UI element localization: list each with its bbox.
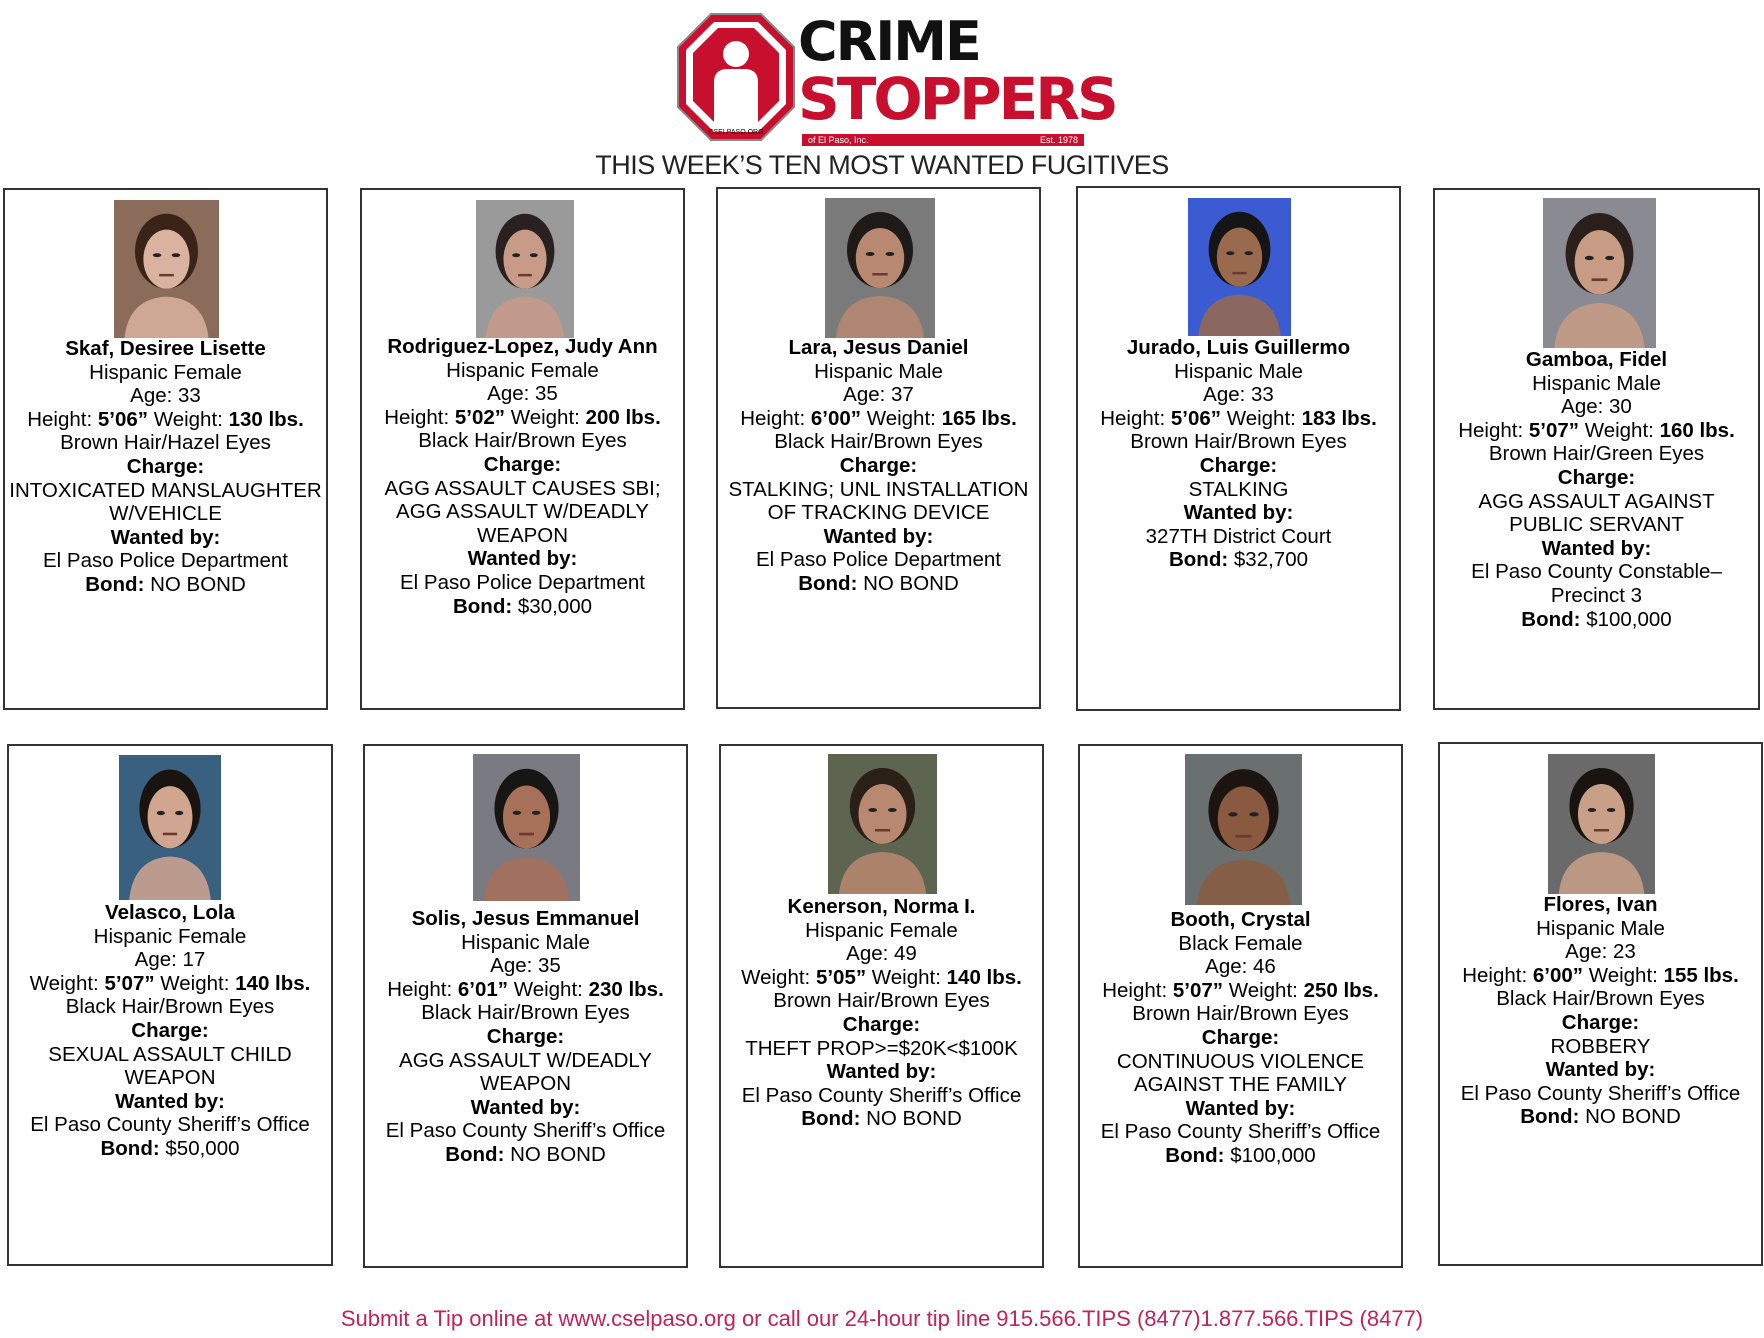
fugitive-info (1078, 336, 1399, 572)
wanted-by-label: Wanted by: (115, 1089, 225, 1113)
charge-text: ROBBERY (1550, 1034, 1651, 1058)
wanted-by-label: Wanted by: (823, 524, 934, 548)
race-sex: Hispanic Female (93, 924, 247, 948)
crime-stoppers-logo (676, 10, 1116, 145)
race-sex: Black Female (1178, 931, 1303, 955)
bond-amount: NO BOND (510, 1142, 606, 1166)
weight-label: Weight: (1223, 978, 1304, 1002)
charge-label: Charge: (131, 1018, 209, 1042)
weight-label: Weight: (1579, 418, 1660, 442)
mugshot-photo (828, 754, 937, 894)
wanted-by-label: Wanted by: (1541, 536, 1652, 560)
fugitive-card (719, 744, 1044, 1268)
fugitive-info (9, 901, 331, 1161)
fugitive-info (362, 335, 683, 618)
charge-text: AGG ASSAULT W/DEADLY (399, 1048, 652, 1072)
bond-label: Bond: (100, 1136, 160, 1160)
bond-amount: $32,700 (1233, 548, 1308, 572)
height-value: 5’07” (104, 971, 155, 995)
bond-label: Bond: (801, 1107, 861, 1131)
person-silhouette-icon (473, 754, 580, 901)
fugitive-name: Booth, Crystal (1170, 908, 1311, 931)
charge-text: AGG ASSAULT CAUSES SBI; (384, 476, 661, 500)
bond-label: Bond: (445, 1142, 505, 1166)
bond (365, 1143, 686, 1167)
wanted-by-label: Wanted by: (1183, 501, 1294, 525)
bond-amount: NO BOND (1585, 1105, 1681, 1129)
person-silhouette-icon (1185, 754, 1302, 905)
height-label: Height: (1100, 406, 1171, 430)
charge-label: Charge: (1561, 1010, 1640, 1034)
wanted-by-label: Wanted by: (470, 1095, 581, 1119)
logo-subtitle-bar (802, 134, 1084, 146)
fugitive-card (7, 744, 333, 1266)
height-weight (721, 966, 1042, 990)
charge-label: Charge: (483, 452, 562, 476)
weight-label: Weight: (861, 406, 942, 430)
person-silhouette-icon (1188, 198, 1291, 336)
fugitive-info (365, 907, 686, 1167)
height-label: Weight: (741, 965, 816, 989)
fugitive-name: Solis, Jesus Emmanuel (411, 907, 640, 930)
height-value: 5’06” (97, 407, 149, 431)
charge-text: STALKING; UNL INSTALLATION (728, 477, 1029, 501)
bond-amount: $100,000 (1230, 1143, 1316, 1167)
bond (718, 572, 1039, 596)
height-value: 6’00” (810, 406, 862, 430)
mugshot-photo (1543, 198, 1656, 348)
fugitive-info (721, 895, 1042, 1131)
race-sex: Hispanic Male (1532, 371, 1661, 395)
height-weight (5, 408, 326, 432)
weight-value: 230 lbs. (588, 977, 664, 1001)
weight-label: Weight: (1583, 963, 1664, 987)
hair-eyes: Brown Hair/Hazel Eyes (60, 431, 271, 455)
charge-label: Charge: (1199, 453, 1278, 477)
bond (721, 1107, 1042, 1131)
bond-label: Bond: (1520, 1105, 1580, 1129)
weight-label: Weight: (148, 407, 229, 431)
bond-amount: NO BOND (866, 1107, 962, 1131)
hair-eyes: Black Hair/Brown Eyes (1496, 987, 1705, 1011)
bond-amount: NO BOND (863, 571, 959, 595)
person-silhouette-icon (1548, 754, 1655, 894)
fugitive-card (363, 744, 688, 1268)
wanted-by-agency: El Paso County Sheriff’s Office (30, 1113, 310, 1137)
height-value: 6’00” (1532, 963, 1584, 987)
fugitive-name: Lara, Jesus Daniel (788, 336, 969, 359)
charge-text: WEAPON (476, 523, 569, 547)
height-label: Height: (387, 977, 458, 1001)
hair-eyes: Brown Hair/Brown Eyes (773, 989, 990, 1013)
fugitive-name: Skaf, Desiree Lisette (65, 337, 266, 360)
wanted-by-label: Wanted by: (1185, 1096, 1296, 1120)
weight-label: Weight: (508, 977, 589, 1001)
height-label: Height: (1462, 963, 1533, 987)
height-weight (365, 978, 686, 1002)
fugitive-info (718, 336, 1039, 596)
charge-label: Charge: (126, 454, 205, 478)
race-sex: Hispanic Female (89, 360, 242, 384)
bond (5, 573, 326, 597)
fugitive-name: Rodriguez-Lopez, Judy Ann (387, 335, 658, 358)
wanted-by-agency: El Paso Police Department (43, 549, 288, 573)
height-weight (362, 406, 683, 430)
height-value: 5’07” (1528, 418, 1580, 442)
charge-label: Charge: (1201, 1025, 1280, 1049)
person-silhouette-icon (114, 200, 219, 338)
charge-label: Charge: (842, 1012, 921, 1036)
bond (1440, 1105, 1761, 1129)
fugitive-card (1078, 744, 1403, 1268)
fugitive-info (1080, 908, 1401, 1168)
bond-amount: NO BOND (150, 572, 246, 596)
bond (1078, 548, 1399, 572)
wanted-by-label: Wanted by: (826, 1060, 937, 1084)
mugshot-photo (1185, 754, 1302, 905)
person-silhouette-icon (119, 755, 221, 900)
weight-value: 183 lbs. (1301, 406, 1377, 430)
weight-label: Weight: (154, 971, 236, 995)
bond-label: Bond: (452, 594, 513, 618)
age: Age: 35 (487, 382, 558, 406)
race-sex: Hispanic Female (805, 918, 958, 942)
logo-sub-right: Est. 1978 (1039, 135, 1078, 145)
height-label: Height: (1458, 418, 1529, 442)
age: Age: 23 (1565, 940, 1636, 964)
wanted-by-agency: El Paso County Sheriff’s Office (1460, 1081, 1741, 1105)
weight-value: 200 lbs. (585, 405, 661, 429)
bond (1080, 1144, 1401, 1168)
bond-amount: $100,000 (1586, 607, 1672, 631)
height-label: Height: (27, 407, 98, 431)
charge-text: WEAPON (479, 1072, 572, 1096)
charge-label: Charge: (839, 453, 918, 477)
hair-eyes: Black Hair/Brown Eyes (418, 429, 627, 453)
height-value: 5’02” (454, 405, 506, 429)
charge-text: AGG ASSAULT AGAINST (1478, 489, 1715, 513)
height-value: 5’05” (815, 965, 867, 989)
race-sex: Hispanic Male (1174, 359, 1303, 383)
logo-sub-left: of El Paso, Inc. (808, 135, 869, 145)
bond-amount: $50,000 (165, 1136, 240, 1160)
hair-eyes: Brown Hair/Green Eyes (1488, 442, 1705, 466)
mugshot-photo (119, 755, 221, 900)
height-weight (9, 972, 331, 996)
logo-stoppers-text: STOPPERS (798, 65, 1116, 133)
fugitive-name: Velasco, Lola (105, 901, 235, 924)
bond (1435, 608, 1758, 632)
mugshot-photo (825, 198, 935, 338)
fugitive-name: Flores, Ivan (1543, 893, 1658, 916)
charge-text: CONTINUOUS VIOLENCE (1116, 1049, 1365, 1073)
hair-eyes: Black Hair/Brown Eyes (774, 430, 983, 454)
height-label: Height: (1102, 978, 1173, 1002)
wanted-by-agency: El Paso Police Department (756, 548, 1001, 572)
fugitive-card (716, 187, 1041, 709)
age: Age: 33 (1203, 383, 1274, 407)
age: Age: 46 (1205, 955, 1276, 979)
age: Age: 33 (130, 384, 201, 408)
tip-line-footer: Submit a Tip online at www.cselpaso.org or call our 24-hour tip line 915.566.TIPS (8477)1.877.566.TIPS (8477) (340, 1306, 1424, 1331)
weight-label: Weight: (866, 965, 947, 989)
mugshot-photo (114, 200, 219, 338)
charge-text: STALKING (1188, 477, 1289, 501)
hair-eyes: Brown Hair/Brown Eyes (1130, 430, 1347, 454)
wanted-by-agency: El Paso County Sheriff’s Office (385, 1119, 666, 1143)
fugitive-name: Gamboa, Fidel (1525, 348, 1668, 371)
height-weight (1435, 419, 1758, 443)
wanted-by-label: Wanted by: (1545, 1058, 1656, 1082)
octagon-url: CSELPASO.ORG (708, 129, 764, 136)
charge-text: W/VEHICLE (109, 502, 222, 526)
charge-text: AGAINST THE FAMILY (1133, 1073, 1348, 1097)
fugitive-card (1433, 188, 1760, 710)
age: Age: 35 (490, 954, 561, 978)
fugitive-card (1438, 742, 1763, 1266)
weight-label: Weight: (1221, 406, 1302, 430)
wanted-by-agency: El Paso Police Department (400, 570, 645, 594)
height-label: Height: (740, 406, 811, 430)
mugshot-photo (473, 754, 580, 901)
bond-label: Bond: (798, 571, 858, 595)
hair-eyes: Black Hair/Brown Eyes (65, 995, 275, 1019)
height-label: Height: (384, 405, 455, 429)
wanted-by-label: Wanted by: (467, 547, 578, 571)
age: Age: 30 (1561, 395, 1632, 419)
age: Age: 17 (134, 948, 206, 972)
charge-text: INTOXICATED MANSLAUGHTER (9, 478, 322, 502)
weight-label: Weight: (505, 405, 586, 429)
fugitive-card (1076, 186, 1401, 711)
fugitive-info (1440, 893, 1761, 1129)
weight-value: 130 lbs. (228, 407, 304, 431)
weight-value: 165 lbs. (941, 406, 1017, 430)
charge-text: AGG ASSAULT W/DEADLY (396, 500, 649, 524)
bond-amount: $30,000 (517, 594, 592, 618)
age: Age: 49 (846, 942, 917, 966)
height-value: 5’06” (1170, 406, 1222, 430)
race-sex: Hispanic Male (1536, 916, 1665, 940)
charge-text: OF TRACKING DEVICE (767, 501, 990, 525)
weight-value: 155 lbs. (1663, 963, 1739, 987)
charge-text: PUBLIC SERVANT (1509, 513, 1684, 537)
bond (9, 1137, 331, 1161)
race-sex: Hispanic Female (446, 358, 599, 382)
hair-eyes: Black Hair/Brown Eyes (421, 1001, 630, 1025)
height-label: Weight: (29, 971, 105, 995)
octagon-silhouette-icon (676, 12, 796, 142)
height-value: 6’01” (457, 977, 509, 1001)
charge-label: Charge: (486, 1024, 565, 1048)
wanted-by-agency: El Paso County Constable– (1471, 560, 1722, 584)
fugitive-card (3, 188, 328, 710)
person-silhouette-icon (476, 200, 574, 338)
mugshot-photo (476, 200, 574, 338)
wanted-by-agency: 327TH District Court (1145, 524, 1332, 548)
fugitive-info (5, 337, 326, 597)
charge-text: SEXUAL ASSAULT CHILD (48, 1042, 292, 1066)
fugitive-card (360, 188, 685, 710)
fugitive-info (1435, 348, 1758, 631)
fugitive-name: Jurado, Luis Guillermo (1126, 336, 1351, 359)
height-weight (1080, 979, 1401, 1003)
mugshot-photo (1188, 198, 1291, 336)
page-headline: THIS WEEK’S TEN MOST WANTED FUGITIVES (595, 150, 1169, 180)
charge-text: WEAPON (124, 1066, 216, 1090)
fugitive-name: Kenerson, Norma I. (787, 895, 976, 918)
bond-label: Bond: (1521, 607, 1581, 631)
height-value: 5’07” (1172, 978, 1224, 1002)
wanted-by-agency: El Paso County Sheriff’s Office (741, 1083, 1022, 1107)
bond-label: Bond: (1168, 548, 1229, 572)
race-sex: Hispanic Male (814, 359, 943, 383)
age: Age: 37 (843, 383, 914, 407)
bond-label: Bond: (85, 572, 145, 596)
weight-value: 140 lbs. (946, 965, 1022, 989)
height-weight (718, 407, 1039, 431)
race-sex: Hispanic Male (461, 930, 590, 954)
person-silhouette-icon (1543, 198, 1656, 348)
weight-value: 160 lbs. (1659, 418, 1735, 442)
weight-value: 250 lbs. (1303, 978, 1379, 1002)
charge-label: Charge: (1557, 465, 1636, 489)
mugshot-photo (1548, 754, 1655, 894)
bond-label: Bond: (1165, 1143, 1225, 1167)
person-silhouette-icon (828, 754, 937, 894)
wanted-by-agency: Precinct 3 (1550, 583, 1643, 607)
bond (362, 595, 683, 619)
height-weight (1440, 964, 1761, 988)
hair-eyes: Brown Hair/Brown Eyes (1132, 1002, 1349, 1026)
logo-crime-text: CRIME (798, 10, 980, 73)
height-weight (1078, 407, 1399, 431)
wanted-by-label: Wanted by: (110, 525, 221, 549)
person-silhouette-icon (825, 198, 935, 338)
weight-value: 140 lbs. (235, 971, 311, 995)
charge-text: THEFT PROP>=$20K<$100K (745, 1036, 1018, 1060)
wanted-by-agency: El Paso County Sheriff’s Office (1100, 1120, 1381, 1144)
